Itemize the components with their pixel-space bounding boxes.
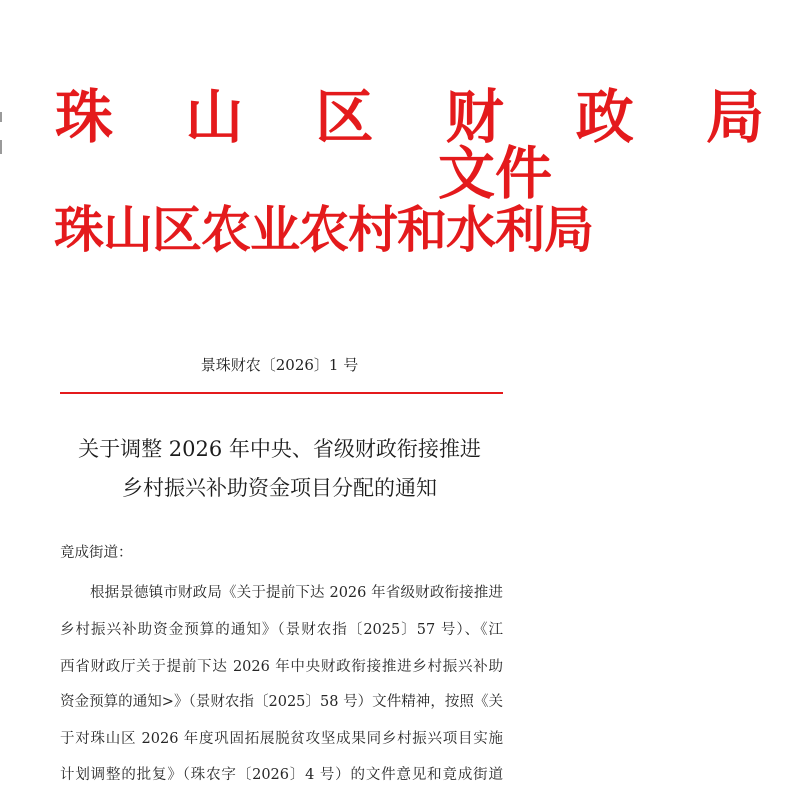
issuer-finance-bureau: 珠 山 区 财 政 局 — [55, 83, 790, 151]
body-line: 西省财政厅关于提前下达 2026 年中央财政衔接推进乡村振兴补助 — [60, 659, 503, 675]
document-label: 文件 — [438, 141, 552, 207]
recipient: 竟成街道： — [60, 545, 133, 561]
document-number: 景珠财农〔2026〕1 号 — [200, 356, 359, 374]
body-line: 乡村振兴补助资金预算的通知》（景财农指〔2025〕57 号）、《江 — [60, 622, 503, 638]
body-line: 根据景德镇市财政局《关于提前下达 2026 年省级财政衔接推进 — [90, 585, 503, 601]
body-line: 于对珠山区 2026 年度巩固拓展脱贫攻坚成果同乡村振兴项目实施 — [60, 731, 503, 747]
red-separator-line — [60, 392, 503, 394]
issuer-agriculture-bureau: 珠山区农业农村和水利局 — [54, 201, 593, 259]
body-line: 计划调整的批复》（珠农字〔2026〕4 号）的文件意见和竟成街道 — [60, 767, 503, 783]
body-line: 资金预算的通知>》（景财农指〔2025〕58 号）文件精神，按照《关 — [60, 694, 503, 710]
document-title-line-1: 关于调整 2026 年中央、省级财政衔接推进 — [78, 437, 481, 461]
document-title-line-2: 乡村振兴补助资金项目分配的通知 — [122, 476, 437, 500]
scan-margin-mark — [0, 140, 2, 154]
scan-margin-mark — [0, 112, 2, 122]
